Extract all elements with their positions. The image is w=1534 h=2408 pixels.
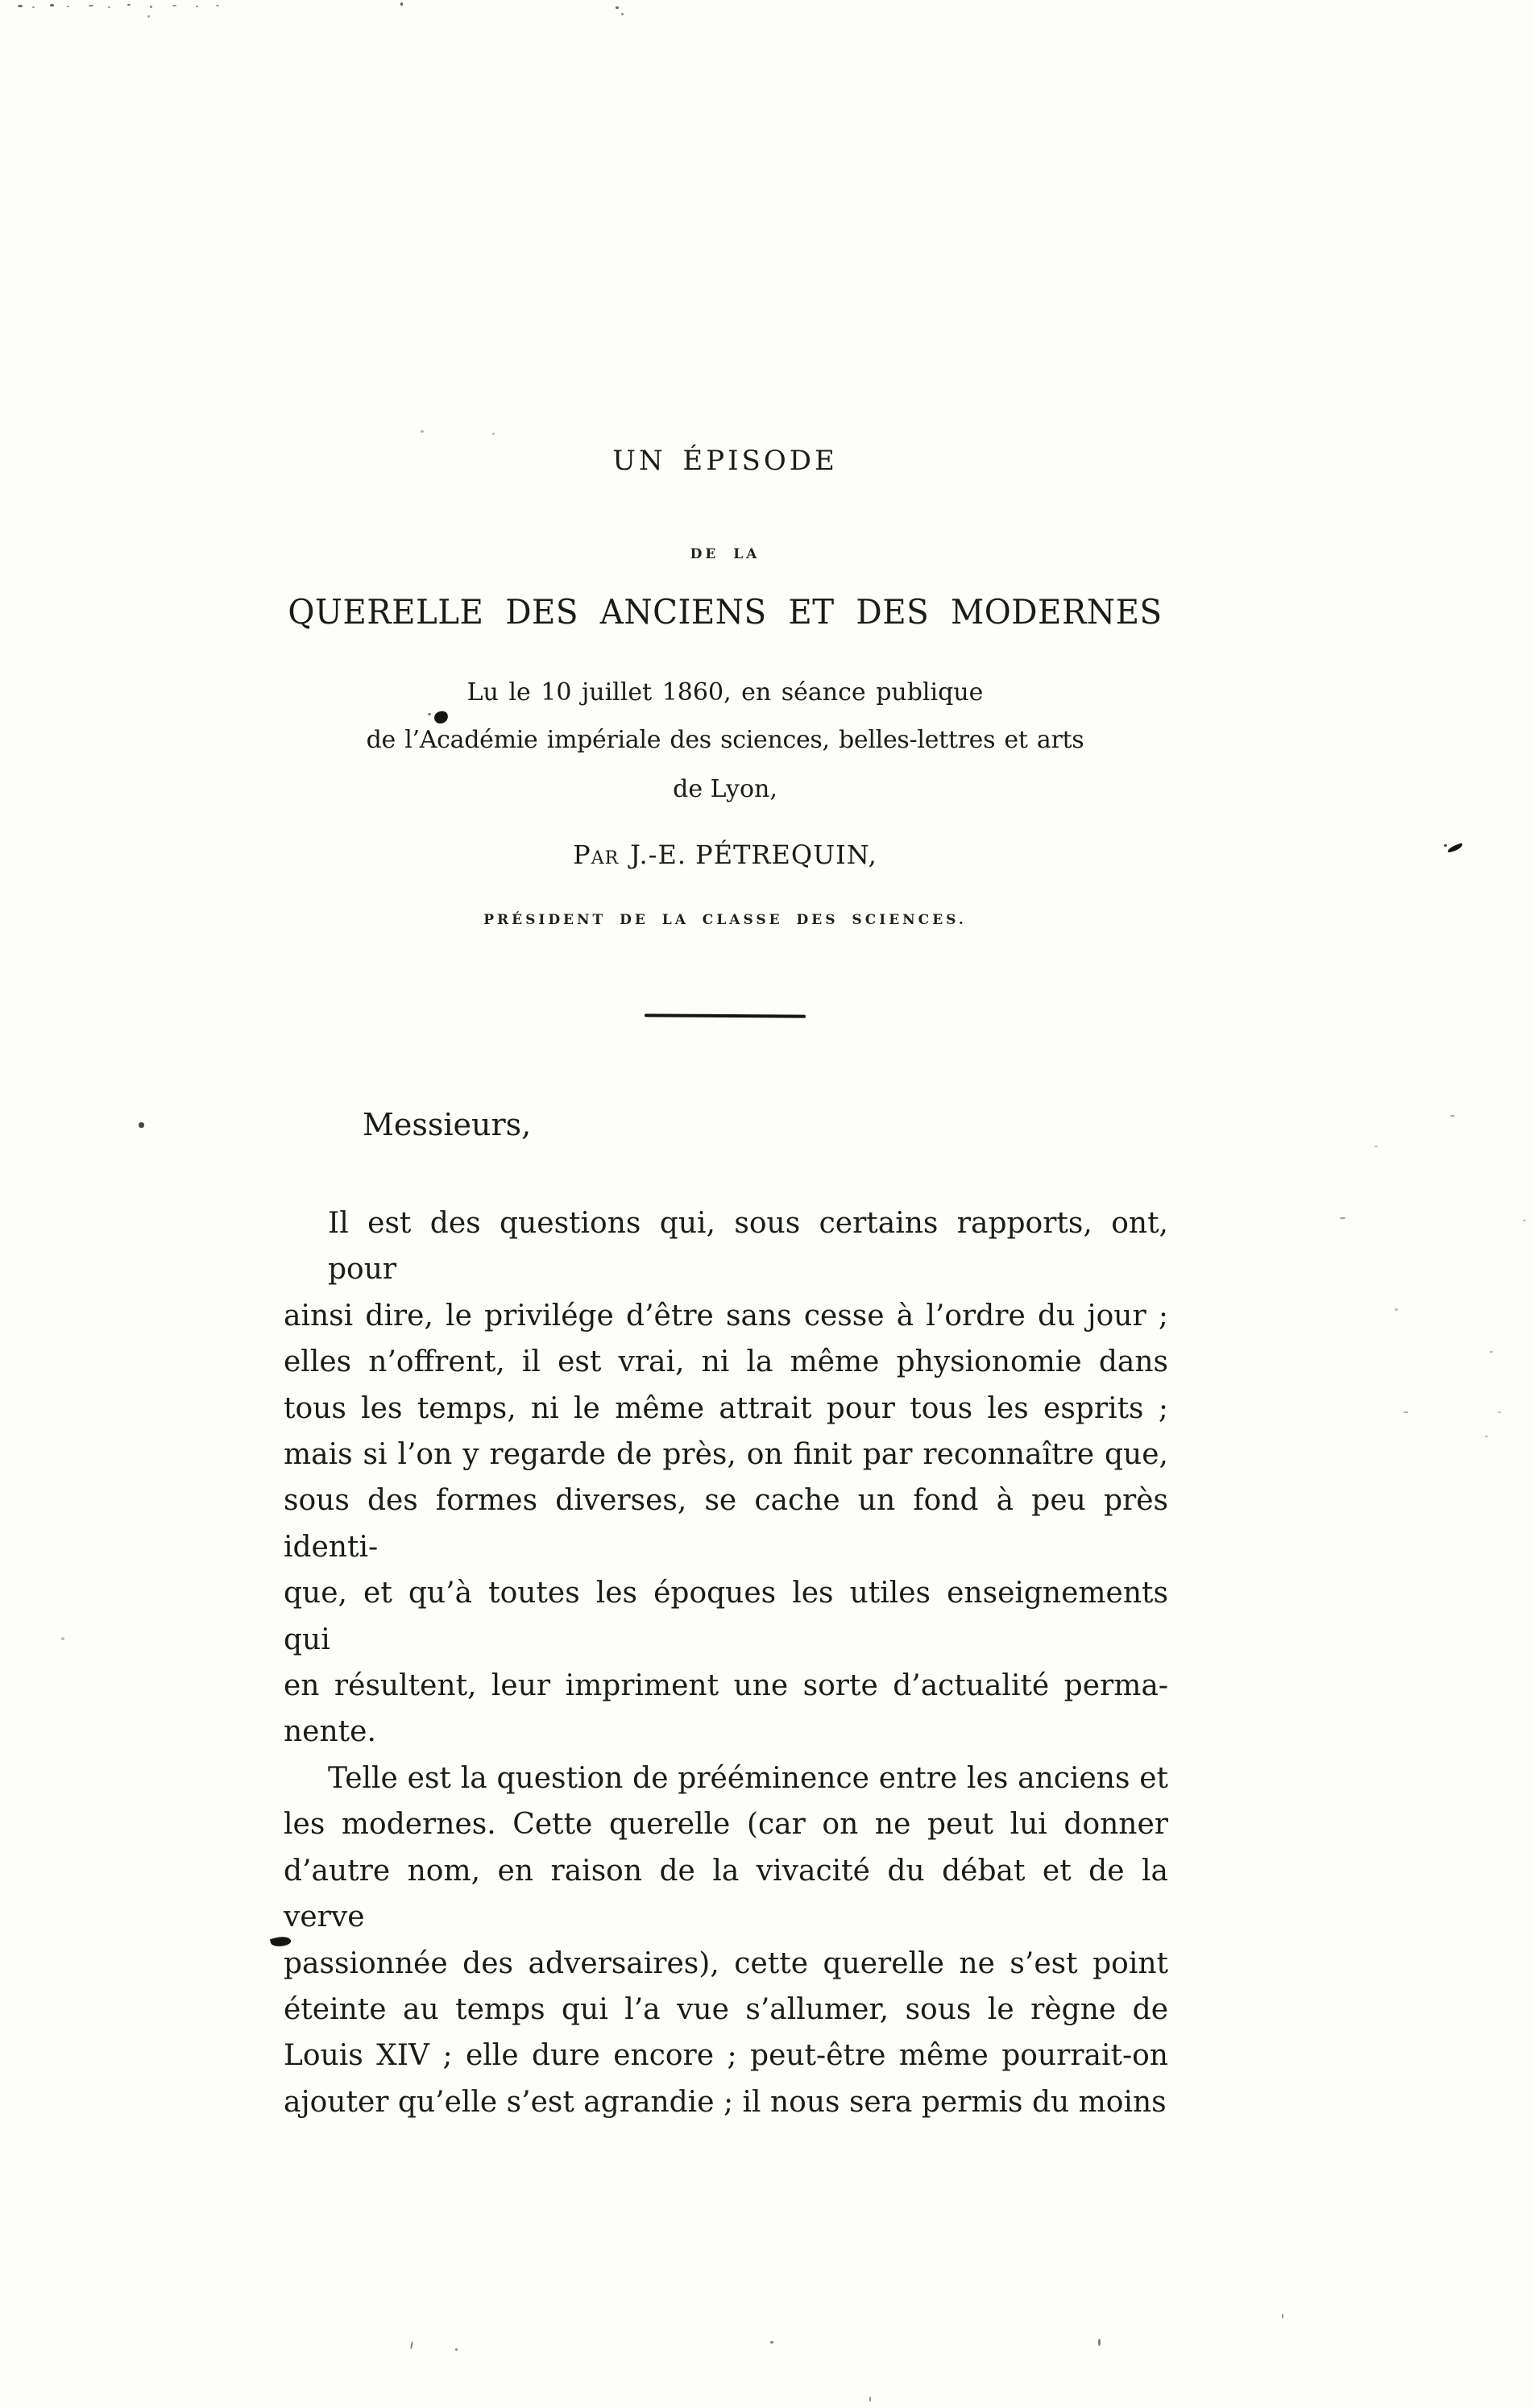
scan-speck xyxy=(61,1637,64,1640)
scan-speck xyxy=(1485,1436,1488,1437)
text-line: sous des formes diverses, se cache un fond à peu près identi- xyxy=(284,1484,1168,1564)
scan-speck xyxy=(492,433,495,435)
scan-speck xyxy=(1395,1308,1398,1311)
scan-speck xyxy=(1498,1411,1501,1413)
scan-speck xyxy=(50,4,54,6)
scan-speck xyxy=(1403,1411,1408,1413)
occasion-line-2: de l’Académie impériale des sciences, belles-lettres et arts xyxy=(366,726,1084,754)
scan-speck xyxy=(1282,2314,1283,2319)
text-line: passionnée des adversaires), cette querelle ne s’est point xyxy=(284,1946,1168,1980)
scan-speck xyxy=(1340,1217,1345,1219)
scan-speck xyxy=(621,13,624,15)
byline xyxy=(0,839,1450,870)
scan-speck xyxy=(770,2341,773,2344)
ink-blot xyxy=(433,711,449,725)
series-title: UN ÉPISODE xyxy=(612,445,838,477)
scan-speck xyxy=(18,5,23,7)
text-line: tous les temps, ni le même attrait pour tous les esprits ; xyxy=(284,1391,1168,1425)
author-title: PRÉSIDENT DE LA CLASSE DES SCIENCES. xyxy=(483,912,967,928)
scan-speck xyxy=(1374,1146,1378,1147)
scan-speck xyxy=(67,6,69,7)
scan-speck xyxy=(108,6,110,8)
text-line: Telle est la question de prééminence entre les anciens et xyxy=(328,1761,1168,1795)
text-line: que, et qu’à toutes les époques les utiles enseignements qui xyxy=(284,1577,1168,1656)
text-line: ainsi dire, le privilége d’être sans cesse à l’ordre du jour ; xyxy=(284,1299,1168,1332)
scan-speck xyxy=(1490,1351,1493,1353)
separator-rule xyxy=(645,1013,806,1017)
scan-speck xyxy=(869,2397,871,2402)
scan-speck xyxy=(139,1122,144,1128)
ink-speck xyxy=(428,713,431,715)
scan-speck xyxy=(89,5,93,6)
scan-speck xyxy=(147,15,150,18)
scan-speck xyxy=(1523,1220,1526,1221)
scan-speck xyxy=(172,5,176,6)
text-line: mais si l’on y regarde de près, on finit par reconnaître que, xyxy=(284,1438,1168,1472)
occasion-line-1: Lu le 10 juillet 1860, en séance publique xyxy=(466,678,984,707)
byline-prefix: Par xyxy=(573,839,620,870)
body-text xyxy=(284,1200,1168,2125)
scan-speck xyxy=(616,6,619,9)
scan-speck xyxy=(455,2348,458,2351)
text-line: en résultent, leur impriment une sorte d’actualité perma- xyxy=(284,1669,1168,1703)
scan-speck xyxy=(216,5,219,6)
text-line: ajouter qu’elle s’est agrandie ; il nous sera permis du moins xyxy=(284,2085,1167,2119)
text-line: Louis XIV ; elle dure encore ; peut-être même pourrait-on xyxy=(284,2039,1168,2073)
byline-name: J.-E. PÉTREQUIN, xyxy=(630,839,877,870)
text-line: Il est des questions qui, sous certains rapports, ont, pour xyxy=(328,1207,1168,1287)
occasion-line-3: de Lyon, xyxy=(673,775,777,803)
scan-speck xyxy=(196,6,198,7)
scan-speck xyxy=(1450,1115,1455,1117)
scan-speck xyxy=(410,2341,413,2349)
scan-speck xyxy=(1098,2339,1101,2346)
scan-speck xyxy=(32,6,35,8)
scan-speck xyxy=(127,4,131,6)
text-line: les modernes. Cette querelle (car on ne peut lui donner xyxy=(284,1808,1168,1842)
salutation: Messieurs, xyxy=(363,1107,532,1142)
text-line: elles n’offrent, il est vrai, ni la même physionomie dans xyxy=(284,1345,1168,1379)
text-line: nente. xyxy=(284,1715,376,1749)
page-title: QUERELLE DES ANCIENS ET DES MODERNES xyxy=(288,592,1163,632)
series-connector: DE LA xyxy=(690,546,761,562)
text-line: éteinte au temps qui l’a vue s’allumer, sous le règne de xyxy=(284,1992,1168,2026)
scan-speck xyxy=(150,6,152,8)
scan-speck xyxy=(421,430,424,433)
scan-speck xyxy=(400,2,403,6)
ink-speck xyxy=(1444,844,1447,847)
text-line: d’autre nom, en raison de la vivacité du débat et de la verve xyxy=(284,1854,1168,1934)
